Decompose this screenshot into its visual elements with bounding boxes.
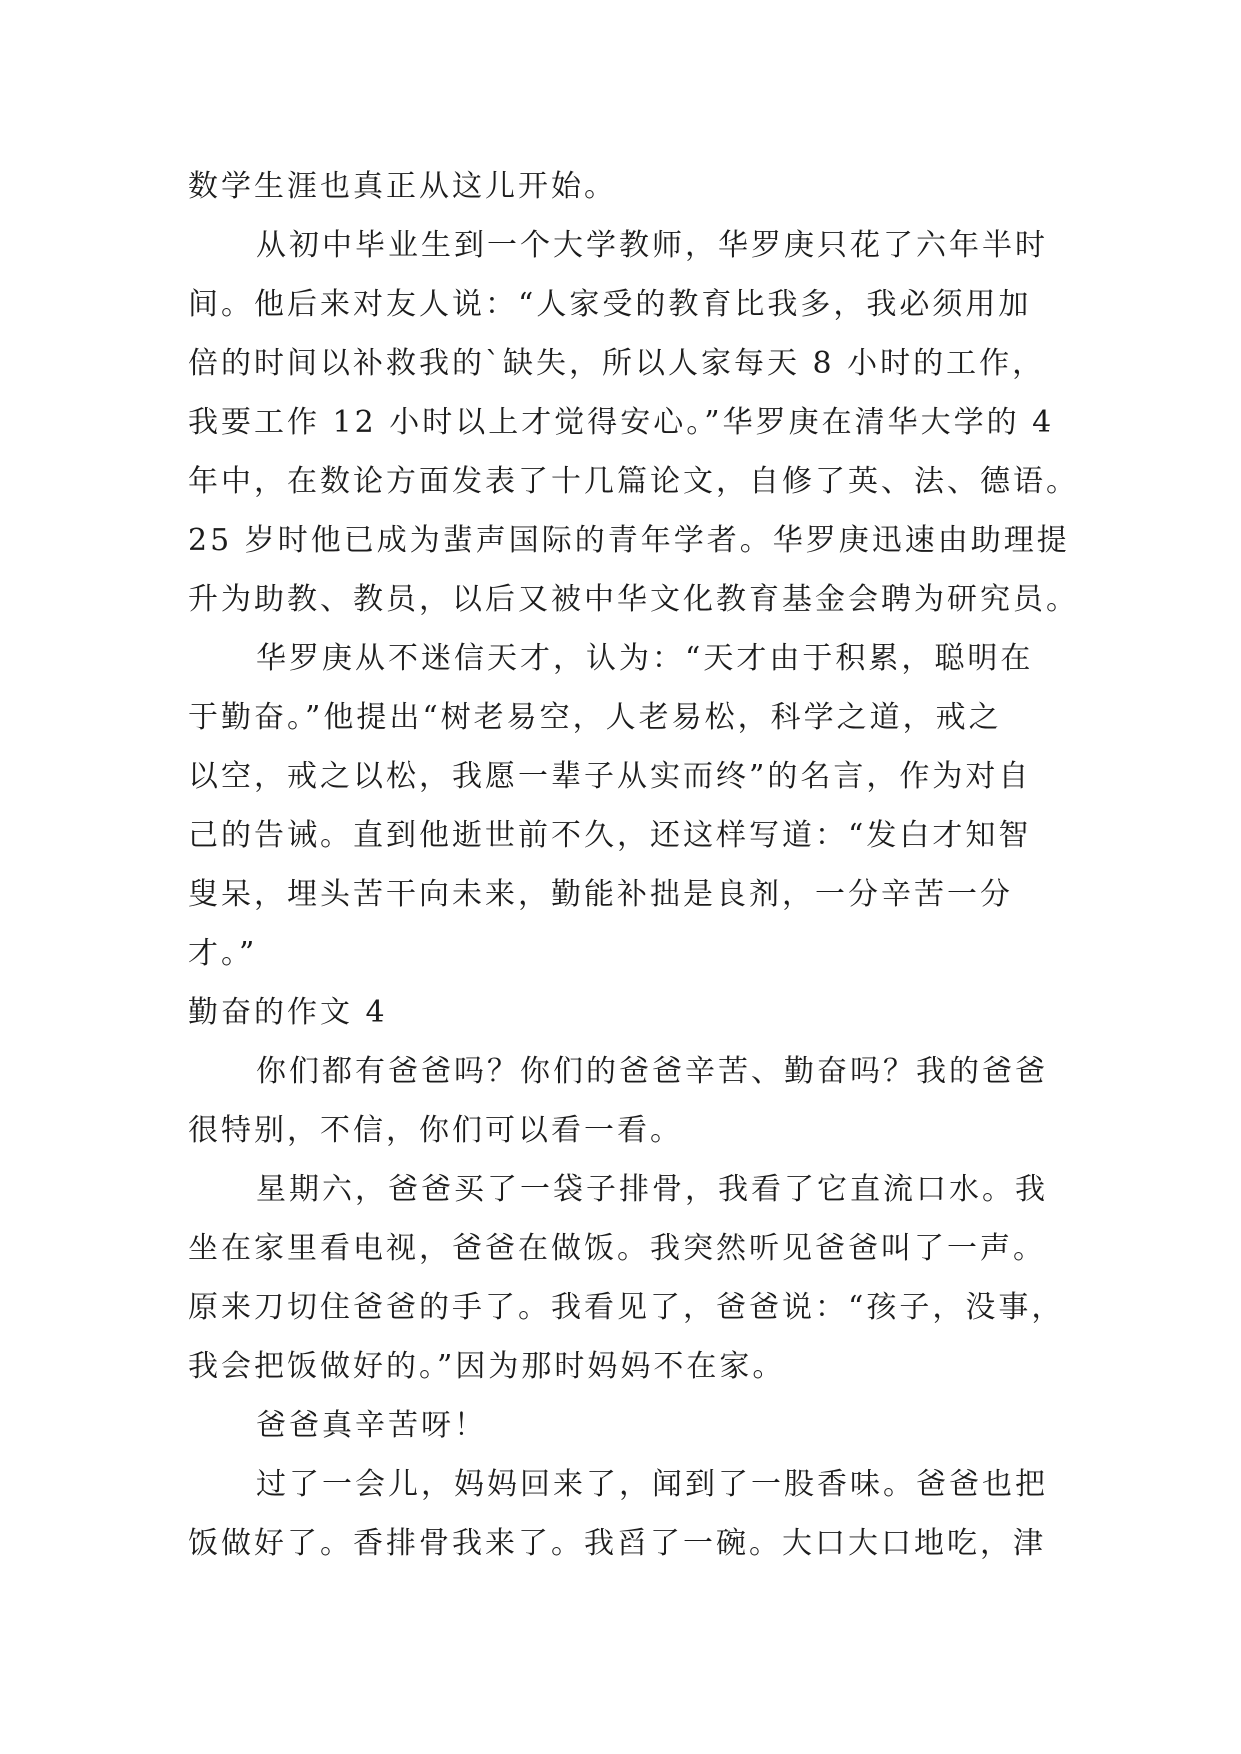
text-line: 原来刀切住爸爸的手了。我看见了，爸爸说：“孩子，没事， — [188, 1290, 1065, 1325]
text-line: 以空，戒之以松，我愿一辈子从实而终”的名言，作为对自 — [188, 759, 1032, 794]
text-line: 过了一会儿，妈妈回来了，闻到了一股香味。爸爸也把 — [256, 1467, 1048, 1502]
text-line: 叟呆，埋头苦干向未来，勤能补拙是良剂，一分辛苦一分 — [188, 877, 1013, 912]
text-line: 己的告诫。直到他逝世前不久，还这样写道：“发白才知智 — [188, 818, 1032, 853]
text-line: 我会把饭做好的。”因为那时妈妈不在家。 — [188, 1349, 786, 1384]
text-line: 我要工作 12 小时以上才觉得安心。”华罗庚在清华大学的 4 — [188, 405, 1055, 440]
text-line: 才。” — [188, 936, 258, 971]
text-line: 间。他后来对友人说：“人家受的教育比我多，我必须用加 — [188, 287, 1032, 322]
text-line: 你们都有爸爸吗？你们的爸爸辛苦、勤奋吗？我的爸爸 — [256, 1054, 1048, 1089]
text-line: 升为助教、教员，以后又被中华文化教育基金会聘为研究员。 — [188, 582, 1079, 617]
text-line: 倍的时间以补救我的`缺失，所以人家每天 8 小时的工作， — [188, 346, 1046, 381]
text-line: 从初中毕业生到一个大学教师，华罗庚只花了六年半时 — [256, 228, 1048, 263]
text-line: 爸爸真辛苦呀！ — [256, 1408, 487, 1443]
section-heading: 勤奋的作文 4 — [188, 995, 388, 1030]
text-line: 很特别，不信，你们可以看一看。 — [188, 1113, 683, 1148]
text-line: 25 岁时他已成为蜚声国际的青年学者。华罗庚迅速由助理提 — [188, 523, 1070, 558]
text-line: 星期六，爸爸买了一袋子排骨，我看了它直流口水。我 — [256, 1172, 1048, 1207]
text-line: 华罗庚从不迷信天才，认为：“天才由于积累，聪明在 — [256, 641, 1034, 676]
text-line: 于勤奋。”他提出“树老易空，人老易松，科学之道，戒之 — [188, 700, 1002, 735]
text-line: 饭做好了。香排骨我来了。我舀了一碗。大口大口地吃，津 — [188, 1526, 1046, 1561]
text-line: 数学生涯也真正从这儿开始。 — [188, 169, 617, 204]
text-line: 坐在家里看电视，爸爸在做饭。我突然听见爸爸叫了一声。 — [188, 1231, 1046, 1266]
text-line: 年中，在数论方面发表了十几篇论文，自修了英、法、德语。 — [188, 464, 1079, 499]
